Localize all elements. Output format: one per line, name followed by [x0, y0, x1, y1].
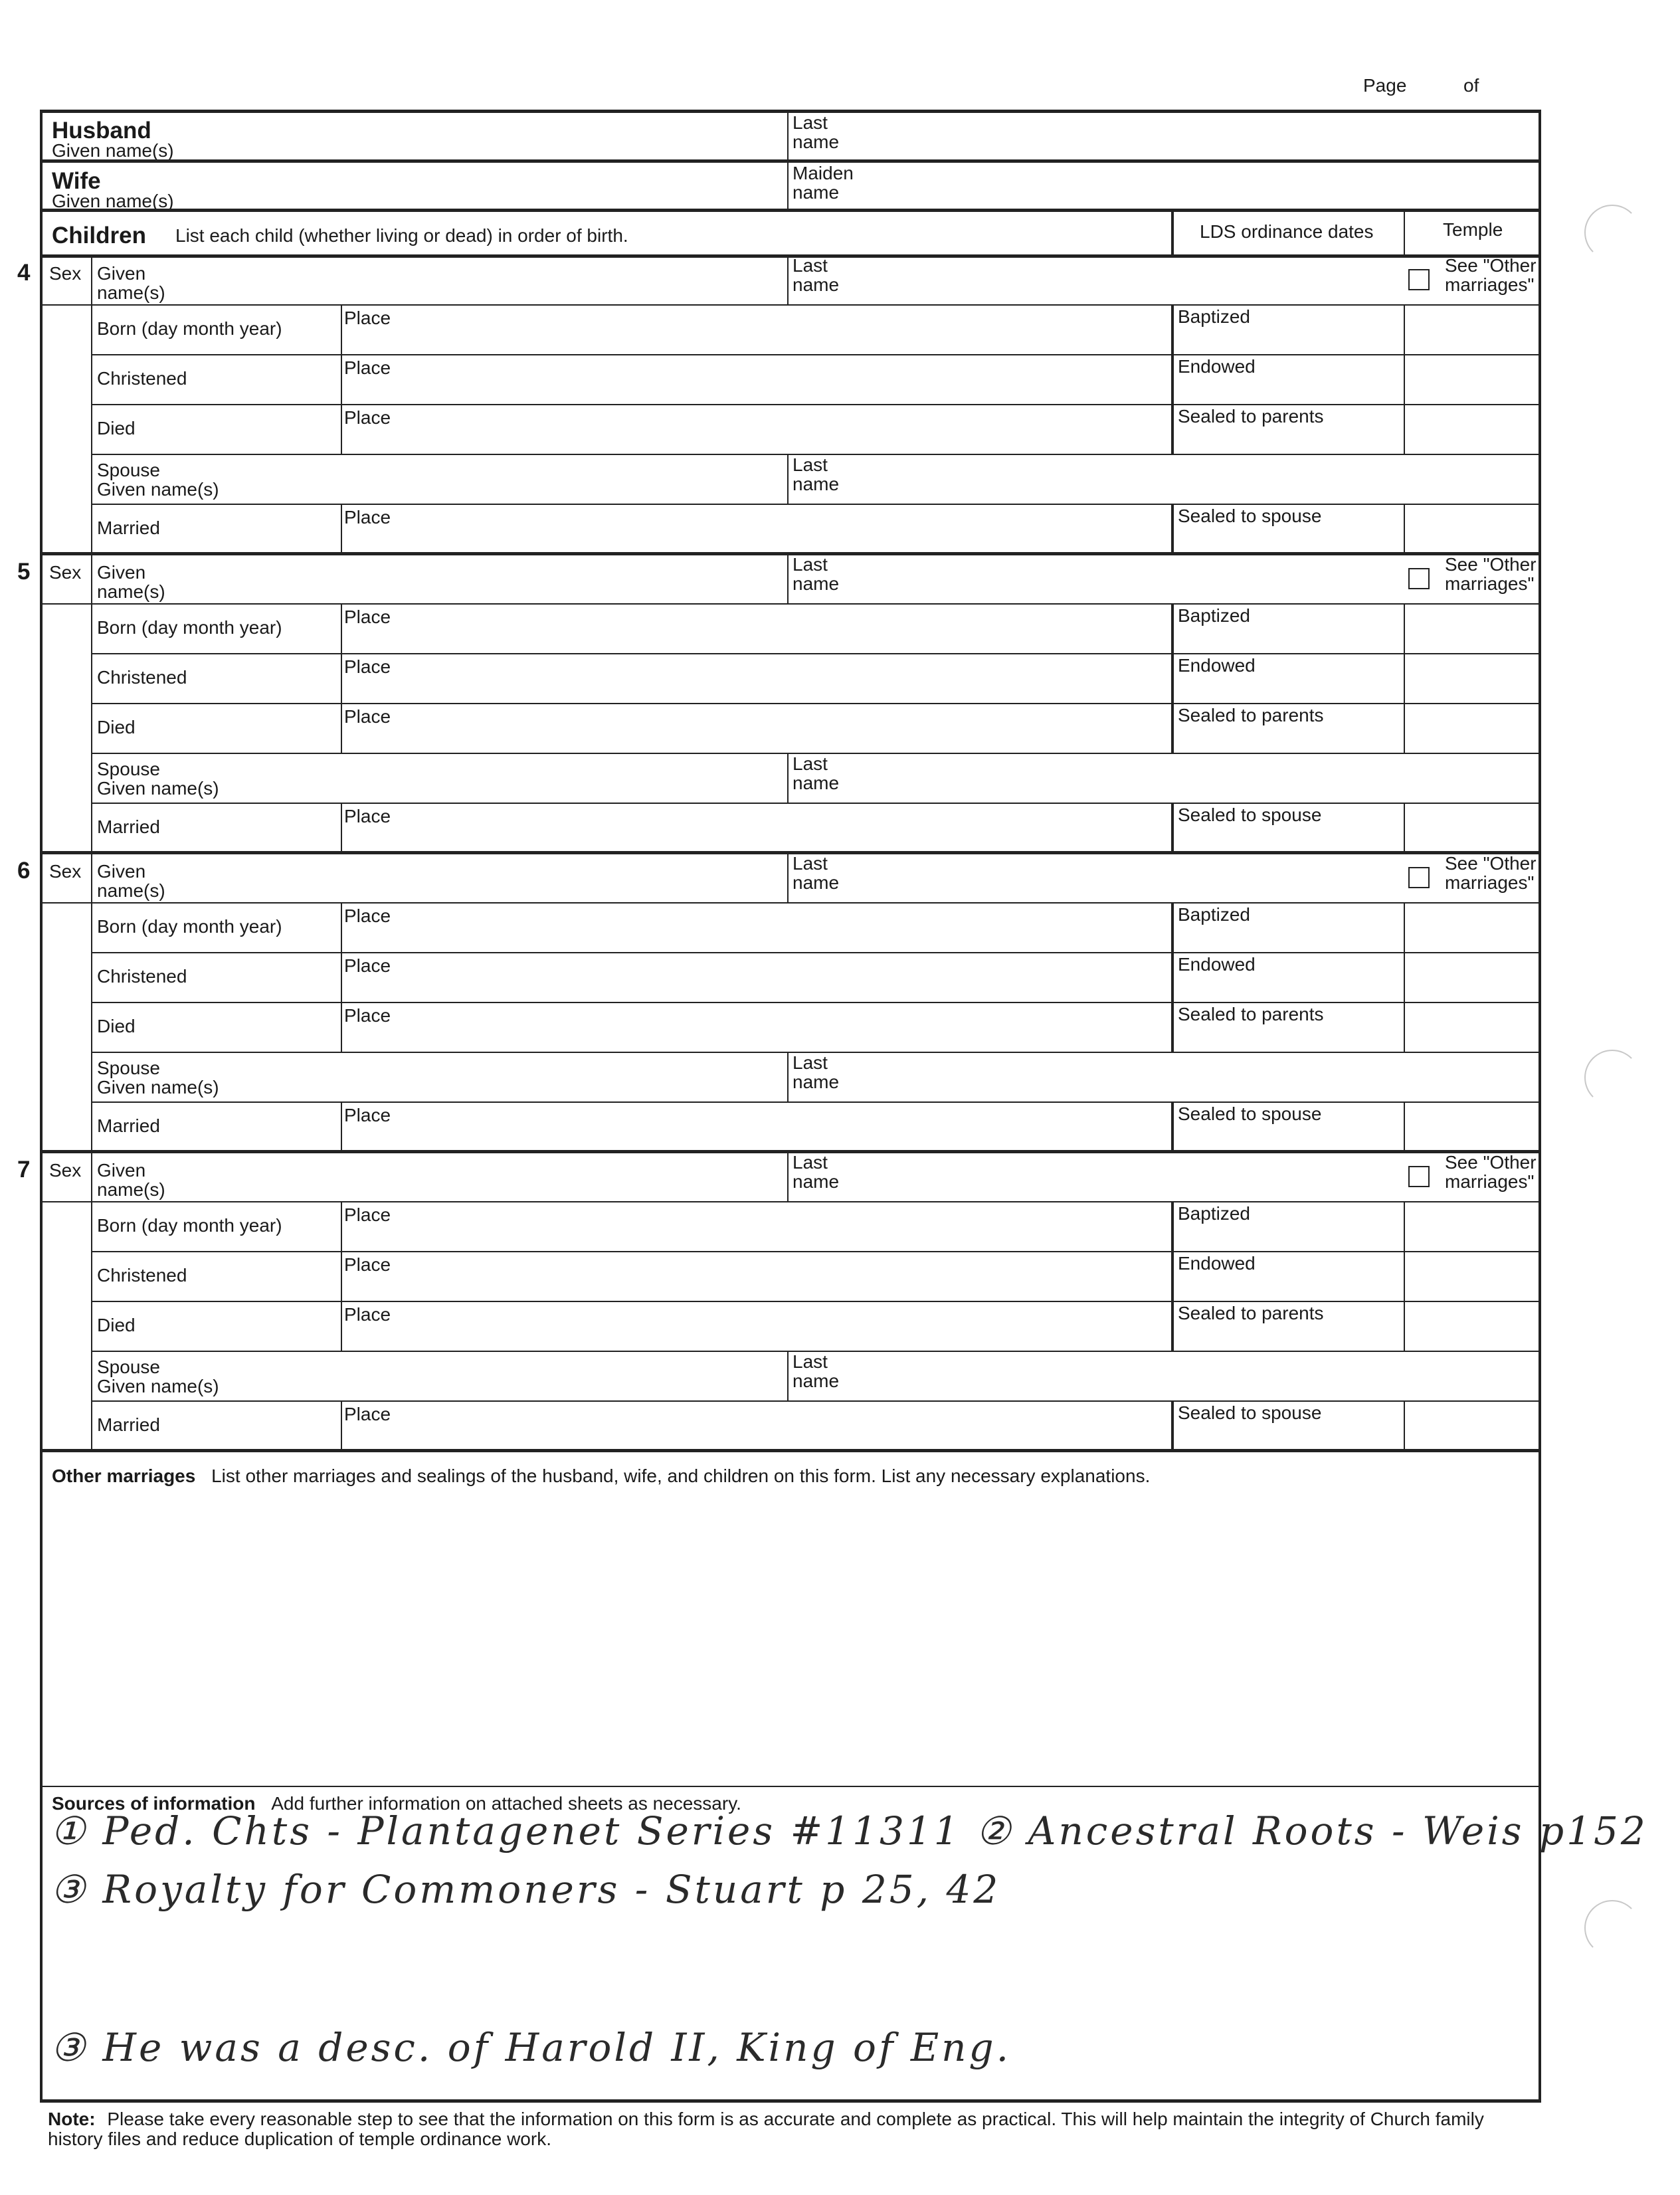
place-label: Place	[344, 308, 391, 328]
died-label: Died	[97, 717, 136, 737]
sex-label: Sex	[49, 861, 82, 882]
place-label: Place	[344, 607, 391, 627]
married-label: Married	[97, 518, 160, 538]
place-label: Place	[344, 357, 391, 378]
handwritten-source-line-1: ① Ped. Chts - Plantagenet Series #11311 ② Ancestral Roots - Weis p152	[50, 1808, 1648, 1854]
wife-title: Wife	[52, 168, 101, 194]
see-other-marriages-label: See "Other marriages"	[1445, 554, 1537, 594]
place-label: Place	[344, 507, 391, 527]
place-label: Place	[344, 806, 391, 826]
sealed-to-spouse-label: Sealed to spouse	[1178, 1103, 1322, 1124]
temple-label: Temple	[1443, 219, 1503, 240]
note-line-1: Please take every reasonable step to see that the information on this form is as accurate and complete as practical. This will help maintain the integrity of Church family	[107, 2109, 1484, 2129]
baptized-label: Baptized	[1178, 605, 1250, 626]
place-label: Place	[344, 706, 391, 727]
wife-given-label: Given name(s)	[52, 191, 174, 211]
spouse-label: Spouse Given name(s)	[97, 460, 219, 500]
spouse-last-label: Last name	[793, 753, 840, 793]
place-label: Place	[344, 1005, 391, 1026]
other-marriages-checkbox[interactable]	[1408, 269, 1430, 290]
child-given-label: Given name(s)	[97, 263, 165, 303]
spouse-last-label: Last name	[793, 1052, 840, 1092]
note-line-2: history files and reduce duplication of temple ordinance work.	[48, 2129, 551, 2149]
binder-hole	[1584, 1900, 1640, 1956]
child-number: 4	[17, 260, 31, 286]
child-last-label: Last name	[793, 255, 840, 295]
spouse-label: Spouse Given name(s)	[97, 759, 219, 799]
child-last-label: Last name	[793, 1152, 840, 1192]
spouse-label: Spouse Given name(s)	[97, 1357, 219, 1396]
of-label: of	[1463, 75, 1479, 96]
handwritten-source-line-2: ③ Royalty for Commoners - Stuart p 25, 42	[50, 1867, 1001, 1912]
husband-title: Husband	[52, 118, 151, 143]
husband-given-label: Given name(s)	[52, 140, 174, 161]
child-given-label: Given name(s)	[97, 562, 165, 602]
other-marriages-checkbox[interactable]	[1408, 867, 1430, 888]
child-number: 7	[17, 1157, 31, 1183]
sealed-to-parents-label: Sealed to parents	[1178, 705, 1324, 725]
footer-note	[48, 2109, 1484, 2129]
place-label: Place	[344, 906, 391, 926]
sealed-to-spouse-label: Sealed to spouse	[1178, 805, 1322, 825]
other-marriages-section	[52, 1466, 1150, 1486]
child-given-label: Given name(s)	[97, 861, 165, 901]
other-marriages-checkbox[interactable]	[1408, 568, 1430, 589]
child-last-label: Last name	[793, 554, 840, 594]
sealed-to-spouse-label: Sealed to spouse	[1178, 506, 1322, 526]
born-label: Born (day month year)	[97, 318, 282, 339]
endowed-label: Endowed	[1178, 954, 1256, 975]
endowed-label: Endowed	[1178, 356, 1256, 377]
place-label: Place	[344, 656, 391, 677]
lds-dates-label: LDS ordinance dates	[1200, 221, 1374, 242]
place-label: Place	[344, 1204, 391, 1225]
sex-label: Sex	[49, 1160, 82, 1181]
endowed-label: Endowed	[1178, 655, 1256, 676]
christened-label: Christened	[97, 966, 187, 987]
place-label: Place	[344, 1304, 391, 1325]
see-other-marriages-label: See "Other marriages"	[1445, 255, 1537, 295]
married-label: Married	[97, 1115, 160, 1136]
born-label: Born (day month year)	[97, 1215, 282, 1236]
died-label: Died	[97, 418, 136, 438]
died-label: Died	[97, 1016, 136, 1036]
sources-instruction: Add further information on attached sheets as necessary.	[271, 1793, 741, 1814]
sealed-to-spouse-label: Sealed to spouse	[1178, 1402, 1322, 1423]
sealed-to-parents-label: Sealed to parents	[1178, 406, 1324, 427]
note-label: Note:	[48, 2109, 96, 2129]
page-label: Page	[1363, 75, 1407, 96]
place-label: Place	[344, 1404, 391, 1424]
baptized-label: Baptized	[1178, 1203, 1250, 1224]
christened-label: Christened	[97, 368, 187, 389]
other-marriages-instruction: List other marriages and sealings of the husband, wife, and children on this form. List any necessary explanations.	[211, 1466, 1151, 1486]
place-label: Place	[344, 407, 391, 428]
spouse-last-label: Last name	[793, 1351, 840, 1391]
child-number: 6	[17, 858, 31, 884]
wife-maiden-label: Maiden name	[793, 163, 854, 203]
christened-label: Christened	[97, 1265, 187, 1286]
place-label: Place	[344, 1254, 391, 1275]
binder-hole	[1584, 1050, 1640, 1105]
see-other-marriages-label: See "Other marriages"	[1445, 853, 1537, 893]
sex-label: Sex	[49, 562, 82, 583]
sealed-to-parents-label: Sealed to parents	[1178, 1303, 1324, 1323]
married-label: Married	[97, 816, 160, 837]
child-given-label: Given name(s)	[97, 1160, 165, 1200]
place-label: Place	[344, 955, 391, 976]
married-label: Married	[97, 1414, 160, 1435]
child-last-label: Last name	[793, 853, 840, 893]
sex-label: Sex	[49, 263, 82, 284]
baptized-label: Baptized	[1178, 904, 1250, 925]
other-marriages-title: Other marriages	[52, 1466, 196, 1486]
born-label: Born (day month year)	[97, 617, 282, 638]
children-title: Children	[52, 223, 146, 248]
sources-title: Sources of information	[52, 1793, 256, 1814]
spouse-label: Spouse Given name(s)	[97, 1058, 219, 1098]
born-label: Born (day month year)	[97, 916, 282, 937]
child-number: 5	[17, 559, 31, 585]
christened-label: Christened	[97, 667, 187, 688]
binder-hole	[1584, 205, 1640, 260]
sealed-to-parents-label: Sealed to parents	[1178, 1004, 1324, 1024]
baptized-label: Baptized	[1178, 306, 1250, 327]
see-other-marriages-label: See "Other marriages"	[1445, 1152, 1537, 1192]
children-instruction: List each child (whether living or dead) in order of birth.	[175, 225, 628, 246]
handwritten-note-line: ③ He was a desc. of Harold II, King of Eng.	[50, 2025, 1012, 2070]
place-label: Place	[344, 1105, 391, 1125]
endowed-label: Endowed	[1178, 1253, 1256, 1274]
spouse-last-label: Last name	[793, 454, 840, 494]
died-label: Died	[97, 1315, 136, 1335]
husband-last-label: Last name	[793, 112, 840, 152]
other-marriages-checkbox[interactable]	[1408, 1166, 1430, 1187]
